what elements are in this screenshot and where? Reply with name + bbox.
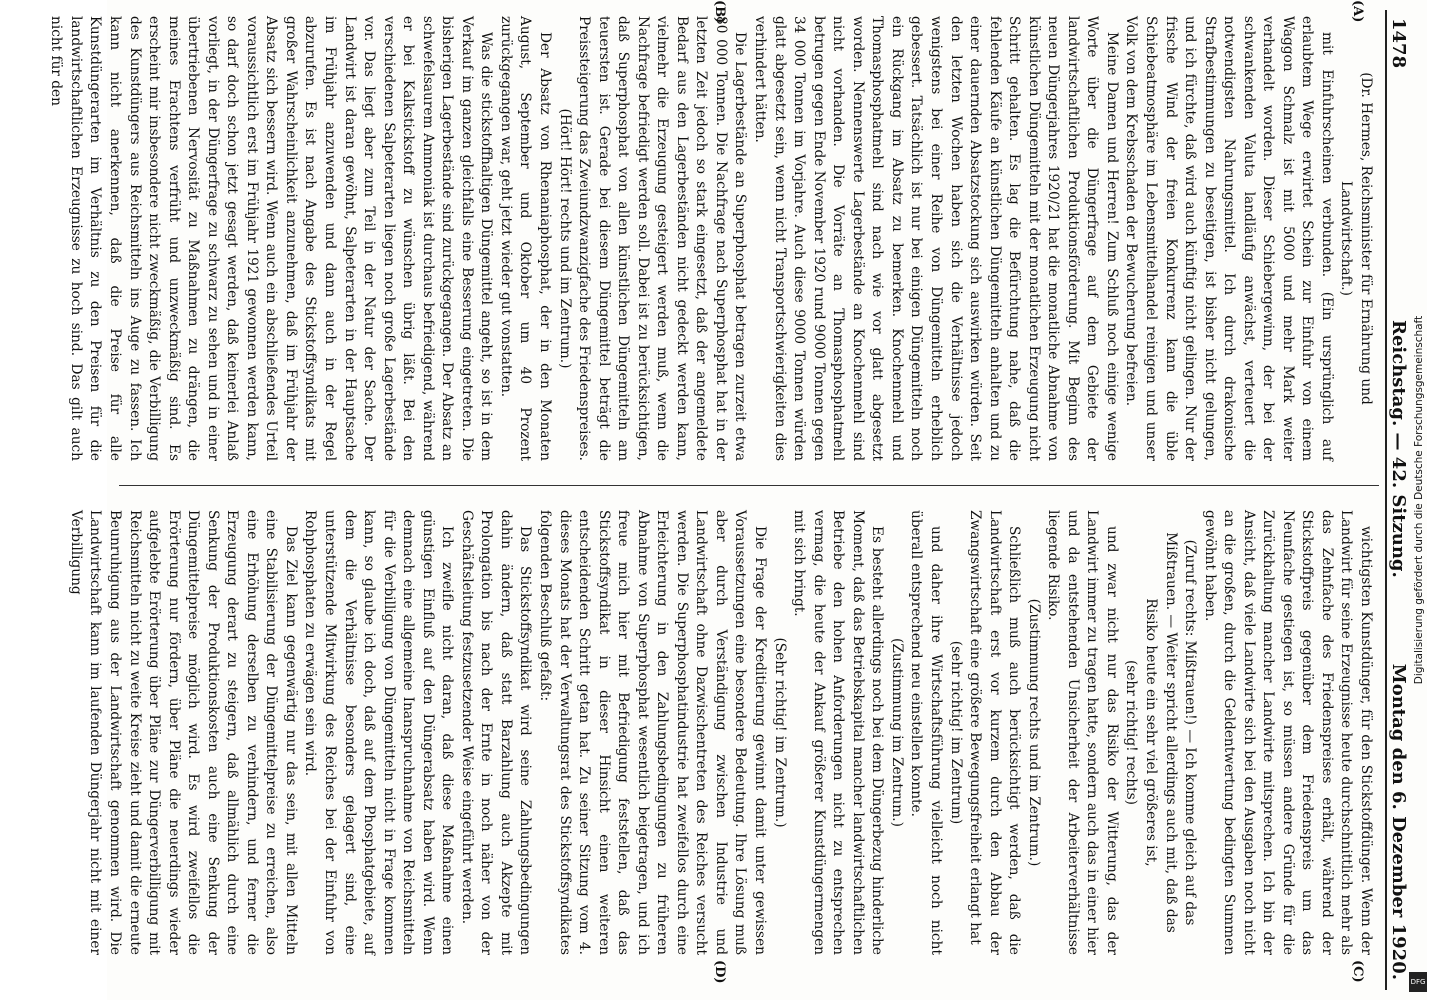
left-column-paragraph: Was die stickstoffhaltigen Düngemittel angeht, so ist in dem Verkauf im ganzen gleichfalls eine Besserung eingetreten. Die bisherigen Lagerbestände sind zurückgegangen. Der Absatz an schwefelsaurem Ammoniak ist durchaus befriedigend, während er bei Kalkstickstoff zu wünschen übrig läßt. Bei den verschiedenen Salpeterarten liegen noch große Lagerbestände vor. Das liegt aber zum Teil in der Natur der Sache. Der Landwirt ist daran gewöhnt, Salpeterarten in der Hauptsache im Frühjahr anzuwenden und dann auch in der Regel abzurufen. Es ist nach Angabe des Stickstoffsyndikats mit großer Wahrscheinlichkeit anzunehmen, daß im Frühjahr der Absatz sich bessern wird. Wenn auch ein abschließendes Urteil voraussichtlich erst im Frühjahr 1921 gewonnen werden kann, so darf doch schon jetzt gesagt werden, daß keinerlei Anlaß vorliegt, in der Düngerfrage zu schwarz zu sehen und in einer übertriebenen Nervosität zu Maßnahmen zu drängen, die meines Erachtens verfrüht und unzweckmäßig sind. Es erscheint mir insbesondere nicht zweckmäßig, die Verbilligung des Kunstdüngers aus Reichsmitteln ins Auge zu fassen. Ich kann nicht anerkennen, daß die Preise für alle Kunstdüngerarten im Verhältnis zu den Preisen für die landwirtschaftlichen Erzeugnisse zu hoch sind. Das gilt auch nicht für den (48, 16, 495, 461)
header-title: Reichstag. — 42. Sitzung. (1388, 320, 1409, 578)
right-column-paragraph: wichtigsten Kunstdünger, für den Stickstoffdünger. Wenn der Landwirt für seine Erzeugnisse heute durchschnittlich mehr als das Zehnfache des Friedenspreises erhält, während der Stickstoffpreis gegenüber dem Friedenspreis um das Neunfache gestiegen ist, so müssen andere Gründe für die Zurückhaltung mancher Landwirte mitsprechen. Ich bin der Ansicht, daß viele Landwirte sich bei den Ausgaben noch nicht an die großen, durch die Geldentwertung bedingten Summen gewöhnt haben. (1201, 510, 1374, 955)
header-date: Montag den 6. Dezember 1920. (1388, 663, 1409, 980)
left-column-paragraph: (Hört! Hört! rechts und im Zentrum.) (556, 108, 573, 369)
right-column-paragraph: Die Frage der Kreditierung gewinnt damit unter gewissen Voraussetzungen eine besondere Bedeutung. Ihre Lösung muß aber durch Verständigung zwischen Industrie und Landwirtschaft ohne Dazwischentreten des Reiches versucht werden. Die Superphosphatindustrie hat zweifellos durch eine Erleichterung in den Zahlungsbedingungen zu früheren Abnahme von Superphosphat wesentlich beigetragen, und ich freue mich hier mit Befriedigung feststellen, daß das Stickstoffsyndikat in dieser Hinsicht einen weiteren entscheidenden Schritt getan hat. Zu seiner Sitzung vom 4. dieses Monats hat der Verwaltungsrat des Stickstoffsyndikates folgenden Beschluß gefaßt: (537, 510, 769, 955)
digitization-credit: Digitalisierung gefördert durch die Deutsche Forschungsgemeinschaft (1413, 315, 1425, 685)
right-column-paragraph: (sehr richtig! im Zentrum) (947, 640, 964, 825)
margin-marker-b: (B) (712, 0, 727, 24)
right-column-paragraph: (Zustimmung im Zentrum.) (888, 638, 905, 827)
page-header (1369, 0, 1409, 1000)
right-column-paragraph: Das Ziel kann gegenwärtig nur das sein, mit allen Mitteln eine Stabilisierung der Düngemittelpreise zu erreichen, also eine Erhöhung derselben zu verhindern, und ferner die Erzeugung derart zu steigern, daß allmählich durch eine Senkung der Produktionskosten auch eine Senkung der Düngemittelpreise möglich wird. Es wird zweifellos die Erörterung nur fördern, über Pläne die neuerdings wieder aufgelebte Erörterung über Pläne zur Düngerverbilligung mit Reichsmitteln nicht zu weite Kreise zieht und damit die erneute Beunruhigung aus der Landwirtschaft genommen wird. Die Landwirtschaft kann im laufenden Düngerjahr nicht mit einer Verbilligung (67, 510, 299, 955)
left-column-paragraph: Der Absatz von Rhenaniaphosphat, der in den Monaten August, September und Oktober um 40 Prozent zurückgegangen war, geht jetzt wieder gut vonstatten. (497, 16, 554, 461)
margin-marker-a: (A) (1350, 0, 1365, 23)
page-number: 1478 (1388, 18, 1409, 69)
document-page (48, 0, 1427, 1000)
right-column-paragraph: und zwar nicht nur das Risiko der Witterung, das der Landwirt immer zu tragen hatte, sondern auch das in einer hier und da entstehenden Unsicherheit der Arbeiterverhältnisse liegende Risiko. (1045, 510, 1120, 955)
right-column-paragraph: (Zuruf rechts: Mißtrauen!) — Ich komme gleich auf das Mißtrauen. — Weiter spricht allerdings auch mit, daß das Risiko heute ein sehr viel größeres ist, (1142, 532, 1199, 933)
margin-marker-c: (C) (1350, 960, 1365, 983)
digitization-footer (1407, 10, 1431, 990)
margin-marker-d: (D) (712, 960, 727, 984)
left-column-paragraph: (Dr. Hermes, Reichsminister für Ernährung und Landwirtschaft.) (1338, 72, 1374, 405)
right-text-column (65, 510, 1375, 955)
right-column-paragraph: und daher ihre Wirtschaftsführung vielleicht noch nicht überall entsprechend neu einstellen konnte. (908, 510, 944, 955)
right-column-paragraph: (Sehr richtig! im Zentrum.) (771, 637, 788, 828)
header-rule (1385, 10, 1387, 990)
left-column-paragraph: mit Einfuhrscheinen verbunden. (Ein ursprünglich auf erlaubtem Wege erwirtet Schein zur Einfuhr von einem Waggon Schmalz ist mit 5000 und mehr Mark weiter verhandelt worden. Dieser Schiebergewinn, der bei der schwankenden Valuta landläufig anwächst, verteuert die notwendigsten Nahrungsmittel. Ich durch drakonische Strafbestimmungen zu beseitigen, ist bisher nicht gelungen, und ich fürchte, daß wird auch künftig nicht gelingen. Nur der frische Wind der freien Konkurrenz kann die üble Schiebeatmosphäre im Lebensmittelhandel reinigen und unser Volk von dem Krebsschaden der Bewucherung befreien. (1123, 16, 1335, 461)
left-column-paragraph: Die Lagerbestände an Superphosphat betragen zurzeit etwa 80 000 Tonnen. Die Nachfrage nach Superphosphat hat in der letzten Zeit jedoch so stark eingesetzt, daß der angemeldete Bedarf aus den Lagerbeständen nicht gedeckt werden kann, vielmehr die Erzeugung gesteigert werden muß, wenn die Nachfrage befriedigt werden soll. Dabei ist zu berücksichtigen, daß Superphosphat von allen künstlichen Düngemitteln am teuersten ist. Gerade bei diesem Düngemittel beträgt die Preissteigerung das Zweiundzwanzigfache des Friedenspreises. (576, 16, 749, 461)
right-column-paragraph: (Zustimmung rechts und im Zentrum.) (1025, 598, 1042, 867)
left-column-paragraph: Meine Damen und Herren! Zum Schluß noch einige wenige Worte über die Düngerfrage auf dem Gebiete der landwirtschaftlichen Produktionsförderung. Mit Beginn des neuen Düngerjahres 1920/21 hat die monatliche Abnahme von künstlichen Düngemitteln mit der monatlichen Erzeugung nicht Schritt gehalten. Es lag die Befürchtung nahe, daß die fehlenden Käufe an künstlichen Düngemitteln anhalten und zu einer dauernden Absatzstockung sich auswirken würden. Seit den letzten Wochen haben sich die Verhältnisse jedoch wenigstens bei einer Reihe von Düngemitteln erheblich gebessert. Tatsächlich ist nur bei einigen Düngemitteln noch ein Rückgang im Absatz zu bemerken. Knochenmehl und Thomasphosphatmehl sind nach wie vor glatt abgesetzt worden. Nennenswerte Lagerbestände an Knochenmehl sind nicht vorhanden. Die Vorräte an Thomasphosphatmehl betrugen gegen Ende November 1920 rund 9000 Tonnen gegen 34 000 Tonnen im Vorjahre. Auch diese 9000 Tonnen würden glatt abgesetzt sein, wenn nicht Transportschwierigkeiten dies verhindert hätten. (752, 16, 1120, 461)
right-column-paragraph: Ich zweifle nicht daran, daß diese Maßnahme einen günstigen Einfluß auf den Düngerabsatz haben wird. Wenn demnach eine allgemeine Inanspruchnahme von Reichsmitteln für die Verbilligung von Düngemitteln nicht in Frage kommen kann, so glaube ich doch, daß auf dem Phosphatgebiete, auf dem die Verhältnisse besonders gelagert sind, eine unterstützende Mitwirkung des Reiches bei der Einfuhr von Rohphosphaten zu erwägen sein wird. (302, 510, 456, 955)
right-column-paragraph: Das Stickstoffsyndikat wird seine Zahlungsbedingungen dahin ändern, daß statt Barzahlung auch Akzepte mit Prolongation bis nach der Ernte in noch näher von der Geschäftsleitung festzusetzender Weise eingeführt werden. (458, 510, 534, 955)
right-column-paragraph: (sehr richtig! rechts) (1123, 659, 1140, 806)
column-divider (119, 485, 1379, 486)
right-column-paragraph: Schließlich muß auch berücksichtigt werden, daß die Landwirtschaft erst vor kurzem durch den Abbau der Zwangswirtschaft eine größere Bewegungsfreiheit erlangt hat (967, 510, 1023, 955)
right-column-paragraph: Es besteht allerdings noch bei dem Düngerbezug hinderliche Moment, daß das Betriebskapital mancher landwirtschaftlichen Betriebe den hohen Anforderungen nicht zu entsprechen vermag, die heute der Ankauf größerer Kunstdüngermengen mit sich bringt. (791, 510, 886, 955)
left-text-column (46, 16, 1375, 461)
dfg-logo: DFG (1409, 972, 1427, 992)
